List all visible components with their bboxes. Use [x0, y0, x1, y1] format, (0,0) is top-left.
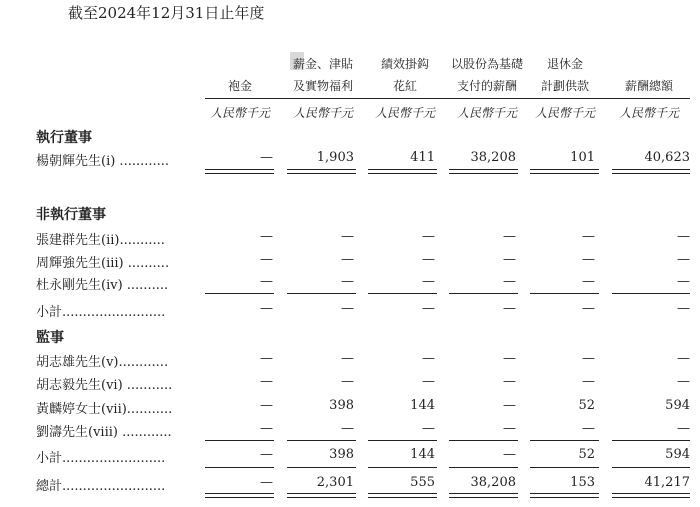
double-rule	[530, 493, 599, 498]
cell: —	[422, 229, 435, 244]
cell: —	[341, 351, 354, 366]
double-rule	[287, 169, 356, 174]
cell: 144	[410, 398, 435, 413]
row-label: 張建群先生(ii)...........	[36, 233, 165, 248]
cell: —	[503, 447, 516, 462]
cell: —	[422, 374, 435, 389]
cell: —	[260, 421, 273, 436]
double-rule	[612, 169, 690, 174]
section-heading: 執行董事	[36, 130, 92, 146]
cell: —	[503, 398, 516, 413]
cell: —	[503, 301, 516, 316]
total-rule	[205, 467, 274, 468]
col-header-line1: 退休金	[546, 57, 583, 71]
subtotal-label: 小計.........................	[36, 451, 166, 466]
col-header-line2: 計劃供款	[540, 79, 589, 93]
cell: —	[341, 374, 354, 389]
cell: —	[582, 252, 595, 267]
row-label: 胡志毅先生(vi) ...........	[36, 378, 173, 393]
col-unit: 人民幣千元	[618, 106, 679, 120]
col-unit: 人民幣千元	[534, 106, 595, 120]
col-header-line1: 薪金、津貼	[292, 57, 353, 71]
cell: 594	[665, 447, 690, 462]
col-unit: 人民幣千元	[374, 106, 435, 120]
cell: —	[582, 229, 595, 244]
row-label: 黃麟婷女士(vii)...........	[36, 402, 173, 417]
cell: —	[341, 421, 354, 436]
cell: —	[582, 374, 595, 389]
cell: —	[422, 301, 435, 316]
section-heading: 非執行董事	[36, 207, 106, 223]
double-rule	[205, 493, 274, 498]
cell: —	[503, 351, 516, 366]
table-caption: 截至2024年12月31日止年度	[68, 4, 265, 22]
subtotal-rule	[449, 293, 518, 294]
subtotal-rule	[612, 440, 690, 441]
cell: —	[260, 398, 273, 413]
cell: —	[260, 447, 273, 462]
cell: —	[341, 301, 354, 316]
double-rule	[205, 169, 274, 174]
cell: —	[260, 351, 273, 366]
row-label: 胡志雄先生(v)............	[36, 355, 169, 370]
total-rule	[449, 467, 518, 468]
cell: —	[503, 421, 516, 436]
cell: —	[260, 150, 273, 165]
subtotal-rule	[287, 440, 356, 441]
double-rule	[612, 493, 690, 498]
cell: —	[582, 274, 595, 289]
cell: —	[260, 274, 273, 289]
col-header-line2: 花紅	[392, 79, 417, 93]
cell: 40,623	[644, 150, 690, 165]
subtotal-rule	[205, 293, 274, 294]
col-unit: 人民幣千元	[292, 106, 353, 120]
cell: —	[422, 351, 435, 366]
cell: 52	[578, 447, 595, 462]
cell: —	[677, 252, 690, 267]
col-header-line1: 薪酬總額	[624, 79, 673, 93]
row-label: 楊朝輝先生(i) ............	[36, 154, 170, 169]
cell: —	[677, 374, 690, 389]
cell: —	[503, 374, 516, 389]
subtotal-rule	[287, 293, 356, 294]
col-unit: 人民幣千元	[456, 106, 517, 120]
cell: —	[260, 374, 273, 389]
cell: —	[503, 229, 516, 244]
cell: 38,208	[470, 150, 516, 165]
col-header-line1: 績效掛鈎	[380, 57, 429, 71]
cell: —	[677, 229, 690, 244]
cell: —	[260, 252, 273, 267]
cell: —	[582, 351, 595, 366]
cell: 153	[570, 475, 595, 490]
double-rule	[287, 493, 356, 498]
subtotal-rule	[530, 440, 599, 441]
subtotal-rule	[449, 440, 518, 441]
total-rule	[612, 467, 690, 468]
col-unit: 人民幣千元	[209, 106, 270, 120]
cell: 398	[329, 398, 354, 413]
double-rule	[368, 493, 437, 498]
cell: —	[677, 301, 690, 316]
double-rule	[449, 169, 518, 174]
cell: —	[677, 421, 690, 436]
row-label: 周輝強先生(iii) ..........	[36, 256, 170, 271]
subtotal-rule	[530, 293, 599, 294]
total-rule	[530, 467, 599, 468]
col-header-line2: 及實物福利	[292, 79, 353, 93]
cell: 144	[410, 447, 435, 462]
subtotal-rule	[368, 293, 437, 294]
cell: 555	[410, 475, 435, 490]
row-label: 劉濤先生(viii) ............	[36, 425, 172, 440]
total-label: 總計.........................	[36, 479, 166, 494]
cell: —	[341, 229, 354, 244]
total-rule	[287, 467, 356, 468]
header-rule	[205, 98, 690, 99]
col-header-line2: 袍金	[227, 79, 252, 93]
cell: —	[677, 351, 690, 366]
double-rule	[530, 169, 599, 174]
subtotal-rule	[205, 440, 274, 441]
subtotal-rule	[612, 293, 690, 294]
cell: 41,217	[644, 475, 690, 490]
subtotal-rule	[368, 440, 437, 441]
cell: —	[341, 274, 354, 289]
total-rule	[368, 467, 437, 468]
double-rule	[449, 493, 518, 498]
cell: 38,208	[470, 475, 516, 490]
section-heading: 監事	[36, 330, 64, 346]
cell: 52	[578, 398, 595, 413]
col-header-line2: 支付的薪酬	[456, 79, 517, 93]
cell: 594	[665, 398, 690, 413]
cell: —	[422, 252, 435, 267]
cell: —	[422, 421, 435, 436]
cell: 398	[329, 447, 354, 462]
subtotal-label: 小計.........................	[36, 305, 166, 320]
cell: —	[260, 229, 273, 244]
double-rule	[368, 169, 437, 174]
cell: —	[582, 301, 595, 316]
cell: —	[503, 274, 516, 289]
cell: —	[582, 421, 595, 436]
cell: 2,301	[316, 475, 354, 490]
cell: —	[260, 301, 273, 316]
cell: 1,903	[316, 150, 354, 165]
cell: —	[341, 252, 354, 267]
col-header-line1: 以股份為基礎	[450, 57, 523, 71]
cell: —	[677, 274, 690, 289]
cell: —	[422, 274, 435, 289]
cell: 411	[410, 150, 435, 165]
cell: —	[503, 252, 516, 267]
row-label: 杜永剛先生(iv) ..........	[36, 278, 169, 293]
cell: —	[260, 475, 273, 490]
cell: 101	[570, 150, 595, 165]
